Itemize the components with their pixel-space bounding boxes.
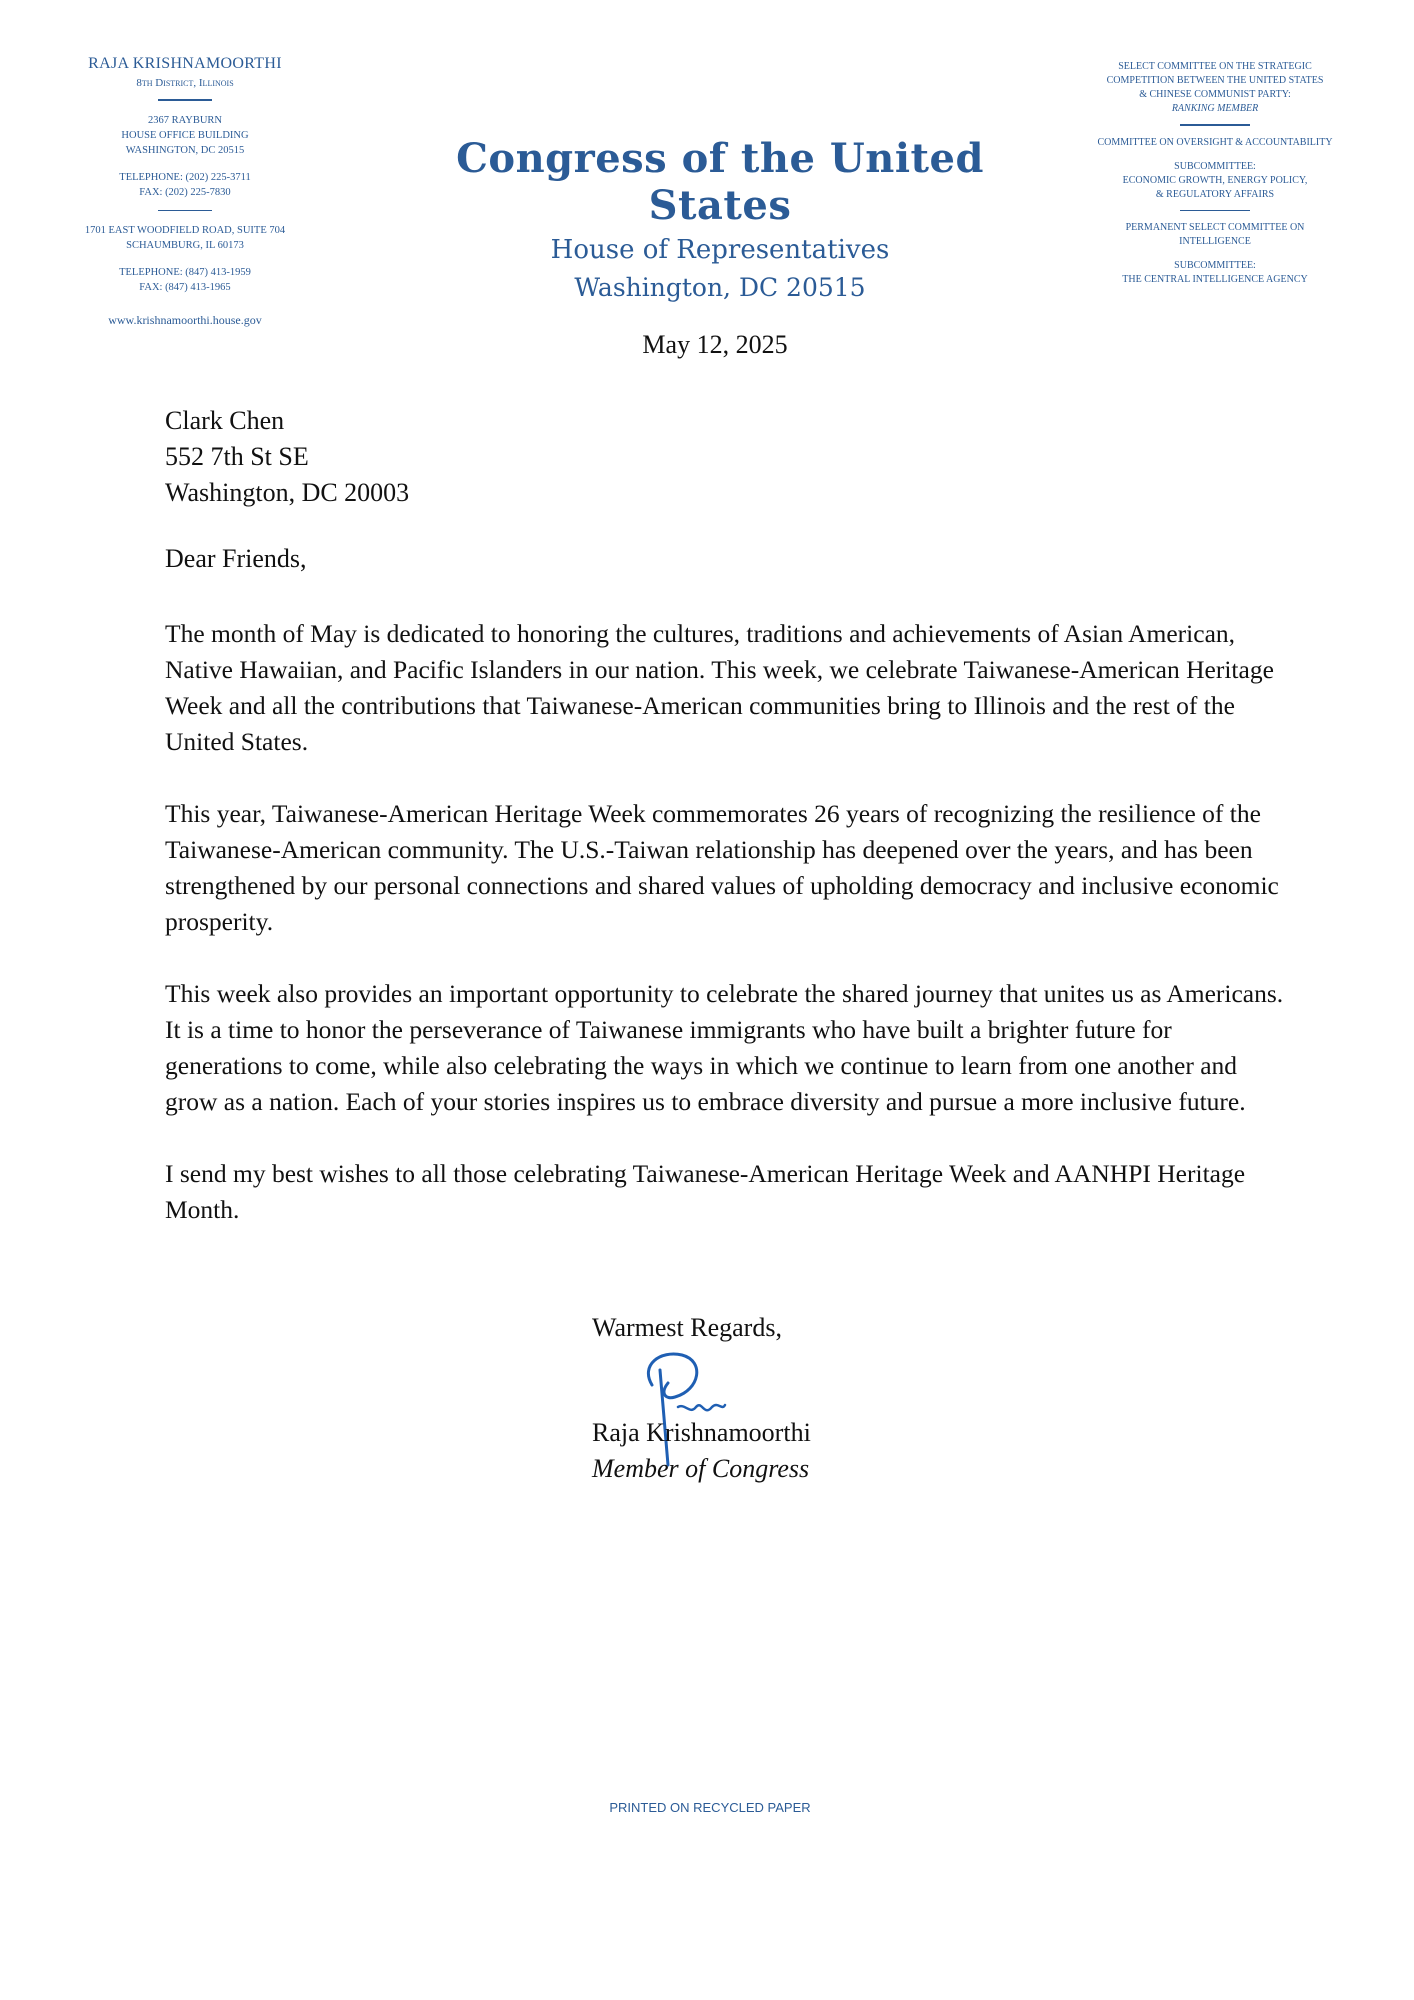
- dc-office-line-3: WASHINGTON, DC 20515: [125, 144, 245, 156]
- divider: [158, 99, 212, 101]
- house-title: House of Representatives: [550, 235, 890, 265]
- letterhead-right: [1070, 60, 1360, 287]
- salutation: Dear Friends,: [165, 544, 307, 573]
- district-office-line-1: 1701 EAST WOODFIELD ROAD, SUITE 704: [84, 225, 286, 236]
- subcommittee-label-2: SUBCOMMITTEE:: [1174, 260, 1256, 271]
- divider: [158, 210, 212, 212]
- dc-office-line-1: 2367 RAYBURN: [147, 114, 222, 126]
- closing: Warmest Regards,: [592, 1313, 782, 1342]
- committee-1-line-b: COMPETITION BETWEEN THE UNITED STATES: [1106, 75, 1324, 86]
- subcommittee-1-line-a: ECONOMIC GROWTH, ENERGY POLICY,: [1122, 174, 1308, 186]
- committee-1-role: RANKING MEMBER: [1171, 103, 1259, 114]
- signer-name: Raja Krishnamoorthi: [592, 1418, 811, 1447]
- recipient-name: Clark Chen: [165, 406, 285, 435]
- subcommittee-1-line-b: & REGULATORY AFFAIRS: [1155, 188, 1275, 200]
- committee-2: COMMITTEE ON OVERSIGHT & ACCOUNTABILITY: [1097, 136, 1333, 148]
- paragraph-2: This year, Taiwanese-American Heritage Week commemorates 26 years of recognizing the resilience of the Taiwanese-American community. The U.S.-Taiwan relationship has deepened over the years, and has been strengthened by our personal connections and shared values of upholding democracy and inclusive economic prosperity.: [165, 799, 1279, 936]
- congress-title: Congress of the United States: [456, 135, 984, 229]
- committee-3-line-a: PERMANENT SELECT COMMITTEE ON: [1125, 222, 1305, 233]
- district-fax: FAX: (847) 413-1965: [139, 282, 231, 293]
- divider: [1180, 210, 1250, 212]
- letter-date: May 12, 2025: [642, 330, 788, 359]
- letterhead-left: [60, 55, 310, 328]
- recycled-paper-notice: PRINTED ON RECYCLED PAPER: [609, 1800, 811, 1815]
- washington-address: Washington, DC 20515: [574, 273, 866, 302]
- committee-3-line-b: INTELLIGENCE: [1179, 236, 1251, 247]
- divider: [1180, 124, 1250, 126]
- dc-office-line-2: HOUSE OFFICE BUILDING: [121, 129, 249, 141]
- recipient-city: Washington, DC 20003: [165, 478, 410, 507]
- committee-1-line-a: SELECT COMMITTEE ON THE STRATEGIC: [1118, 61, 1312, 72]
- recipient-street: 552 7th St SE: [165, 442, 309, 471]
- subcommittee-label-1: SUBCOMMITTEE:: [1174, 160, 1256, 172]
- website-link[interactable]: www.krishnamoorthi.house.gov: [108, 313, 262, 327]
- signer-title: Member of Congress: [592, 1454, 810, 1483]
- signer-block: [592, 1415, 811, 1487]
- letterhead-center: [380, 135, 1060, 302]
- letter-body: [165, 616, 1285, 1264]
- committee-1-line-c: & CHINESE COMMUNIST PARTY:: [1139, 89, 1291, 100]
- paragraph-1: The month of May is dedicated to honoring the cultures, traditions and achievements of Asian American, Native Hawaiian, and Pacific Islanders in our nation. This week, we celebrate Taiwanese-American Heritage Week and all the contributions that Taiwanese-American communities bring to Illinois and the rest of the United States.: [165, 619, 1274, 756]
- subcommittee-2: THE CENTRAL INTELLIGENCE AGENCY: [1122, 274, 1308, 285]
- paragraph-4: I send my best wishes to all those celebrating Taiwanese-American Heritage Week and AANHPI Heritage Month.: [165, 1159, 1246, 1224]
- district-phone: TELEPHONE: (847) 413-1959: [119, 267, 251, 278]
- district-office-line-2: SCHAUMBURG, IL 60173: [126, 240, 244, 251]
- recipient-address: [165, 403, 409, 511]
- dc-fax: FAX: (202) 225-7830: [139, 186, 231, 198]
- dc-phone: TELEPHONE: (202) 225-3711: [119, 171, 251, 183]
- paragraph-3: This week also provides an important opportunity to celebrate the shared journey that unites us as Americans. It is a time to honor the perseverance of Taiwanese immigrants who have built a brighter future for generations to come, while also celebrating the ways in which we continue to learn from one another and grow as a nation. Each of your stories inspires us to embrace diversity and pursue a more inclusive future.: [165, 979, 1284, 1116]
- member-district: 8th District, Illinois: [136, 77, 234, 89]
- member-name: RAJA KRISHNAMOORTHI: [88, 55, 282, 72]
